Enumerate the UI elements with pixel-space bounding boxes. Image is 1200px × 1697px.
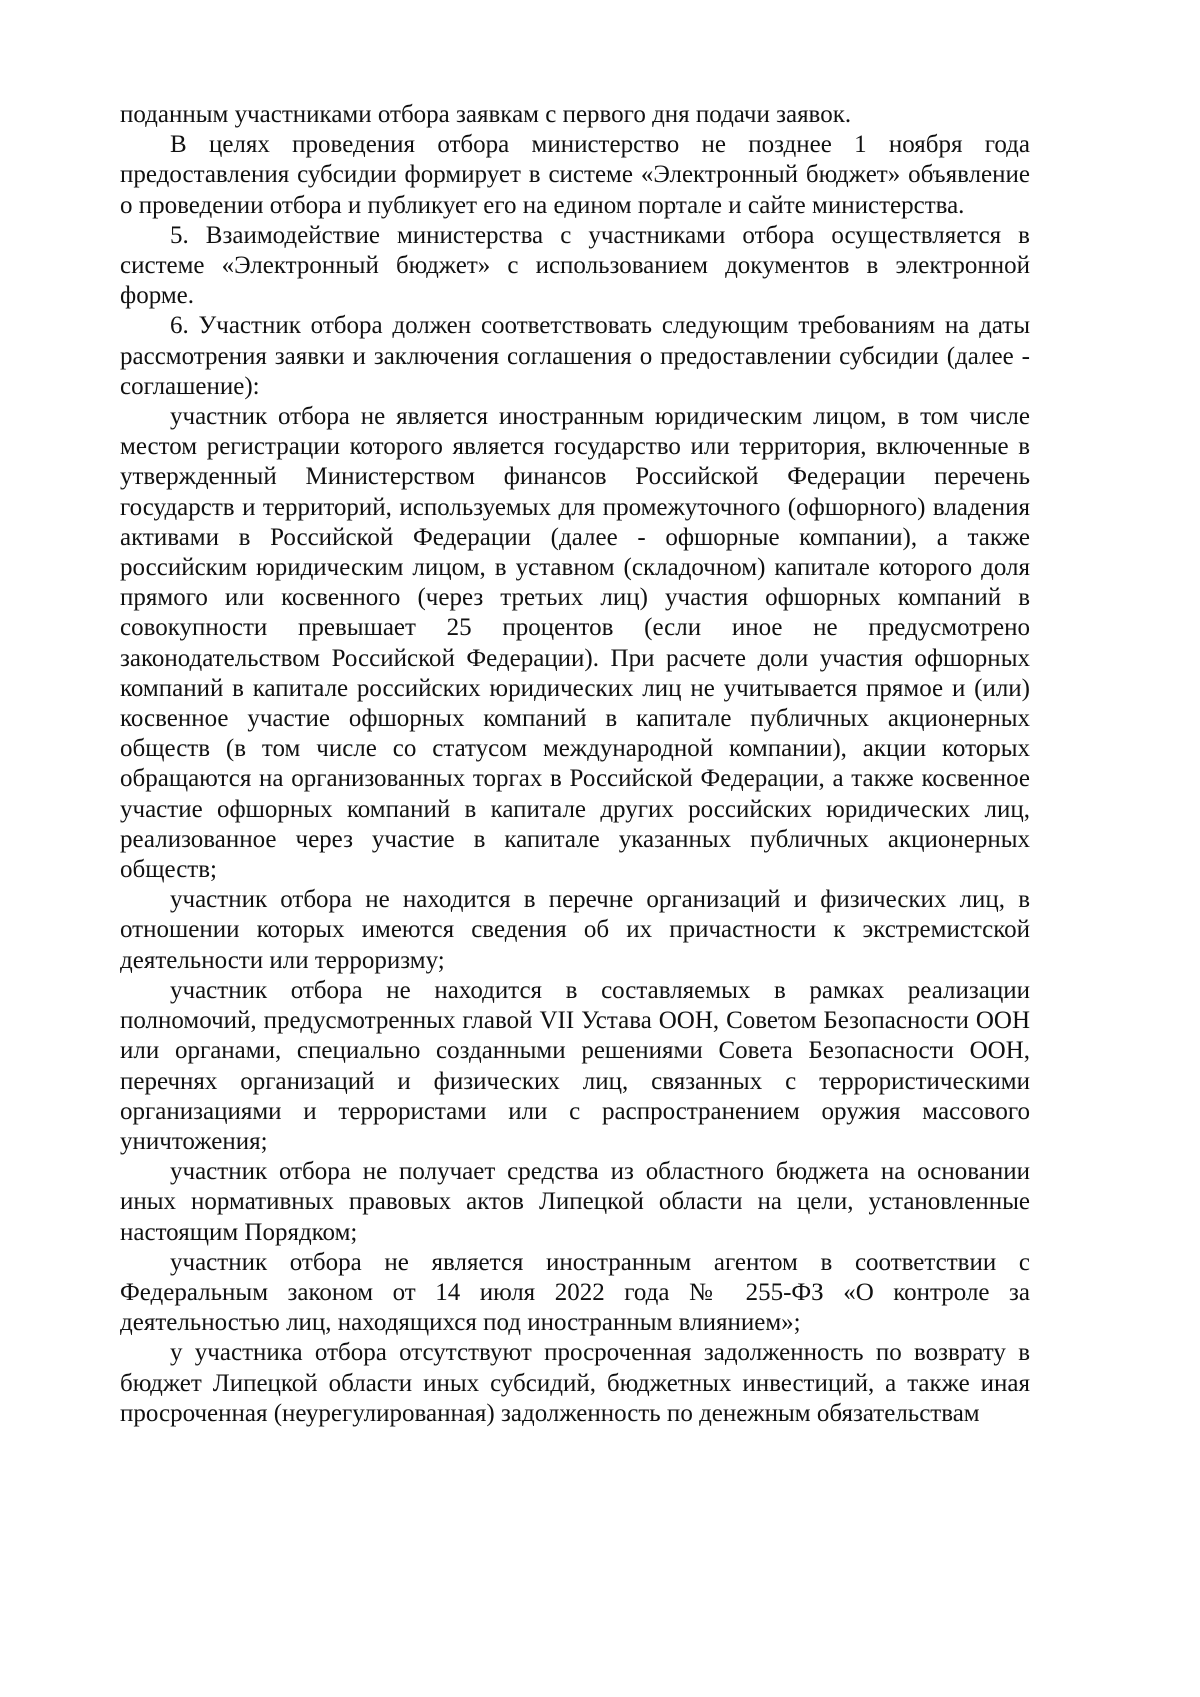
- paragraph-item-5: 5. Взаимодействие министерства с участниками отбора осуществляется в системе «Электронный бюджет» с использованием документов в электронной форме.: [120, 221, 1030, 310]
- paragraph-un-sanctions-requirement: участник отбора не находится в составляемых в рамках реализации полномочий, предусмотренных главой VII Устава ООН, Советом Безопасности ООН или органами, специально созданными решениями Совета Безопасности ООН, перечнях организаций и физических лиц, связанных с террористическими организациями и террористами или с распространением оружия массового уничтожения;: [120, 976, 1030, 1155]
- paragraph-offshore-requirement: участник отбора не является иностранным юридическим лицом, в том числе местом регистрации которого является государство или территория, включенные в утвержденный Министерством финансов Российской Федерации перечень государств и территорий, используемых для промежуточного (офшорного) владения активами в Российской Федерации (далее - офшорные компании), а также российским юридическим лицом, в уставном (складочном) капитале которого доля прямого или косвенного (через третьих лиц) участия офшорных компаний в совокупности превышает 25 процентов (если иное не предусмотрено законодательством Российской Федерации). При расчете доли участия офшорных компаний в капитале российских юридических лиц не учитывается прямое и (или) косвенное участие офшорных компаний в капитале публичных акционерных обществ (в том числе со статусом международной компании), акции которых обращаются на организованных торгах в Российской Федерации, а также косвенное участие офшорных компаний в капитале других российских юридических лиц, реализованное через участие в капитале указанных публичных акционерных обществ;: [120, 403, 1030, 884]
- paragraph-foreign-agent-requirement: участник отбора не является иностранным агентом в соответствии с Федеральным законом от 14 июля 2022 года № 255-ФЗ «О контроле за деятельностью лиц, находящихся под иностранным влиянием»;: [120, 1248, 1030, 1337]
- document-page: [120, 100, 1030, 1429]
- paragraph-debt-requirement: у участника отбора отсутствуют просроченная задолженность по возврату в бюджет Липецкой области иных субсидий, бюджетных инвестиций, а также иная просроченная (неурегулированная) задолженность по денежным обязательствам: [120, 1339, 1030, 1427]
- paragraph-regional-budget-requirement: участник отбора не получает средства из областного бюджета на основании иных нормативных правовых актов Липецкой области на цели, установленные настоящим Порядком;: [120, 1158, 1030, 1246]
- paragraph-item-6: 6. Участник отбора должен соответствовать следующим требованиям на даты рассмотрения заявки и заключения соглашения о предоставлении субсидии (далее - соглашение):: [120, 312, 1030, 400]
- paragraph-continuation: поданным участниками отбора заявкам с первого дня подачи заявок.: [120, 101, 852, 128]
- paragraph-extremism-requirement: участник отбора не находится в перечне организаций и физических лиц, в отношении которых имеются сведения об их причастности к экстремистской деятельности или терроризму;: [120, 886, 1030, 974]
- paragraph-selection-announcement: В целях проведения отбора министерство не позднее 1 ноября года предоставления субсидии формирует в системе «Электронный бюджет» объявление о проведении отбора и публикует его на едином портале и сайте министерства.: [120, 131, 1030, 219]
